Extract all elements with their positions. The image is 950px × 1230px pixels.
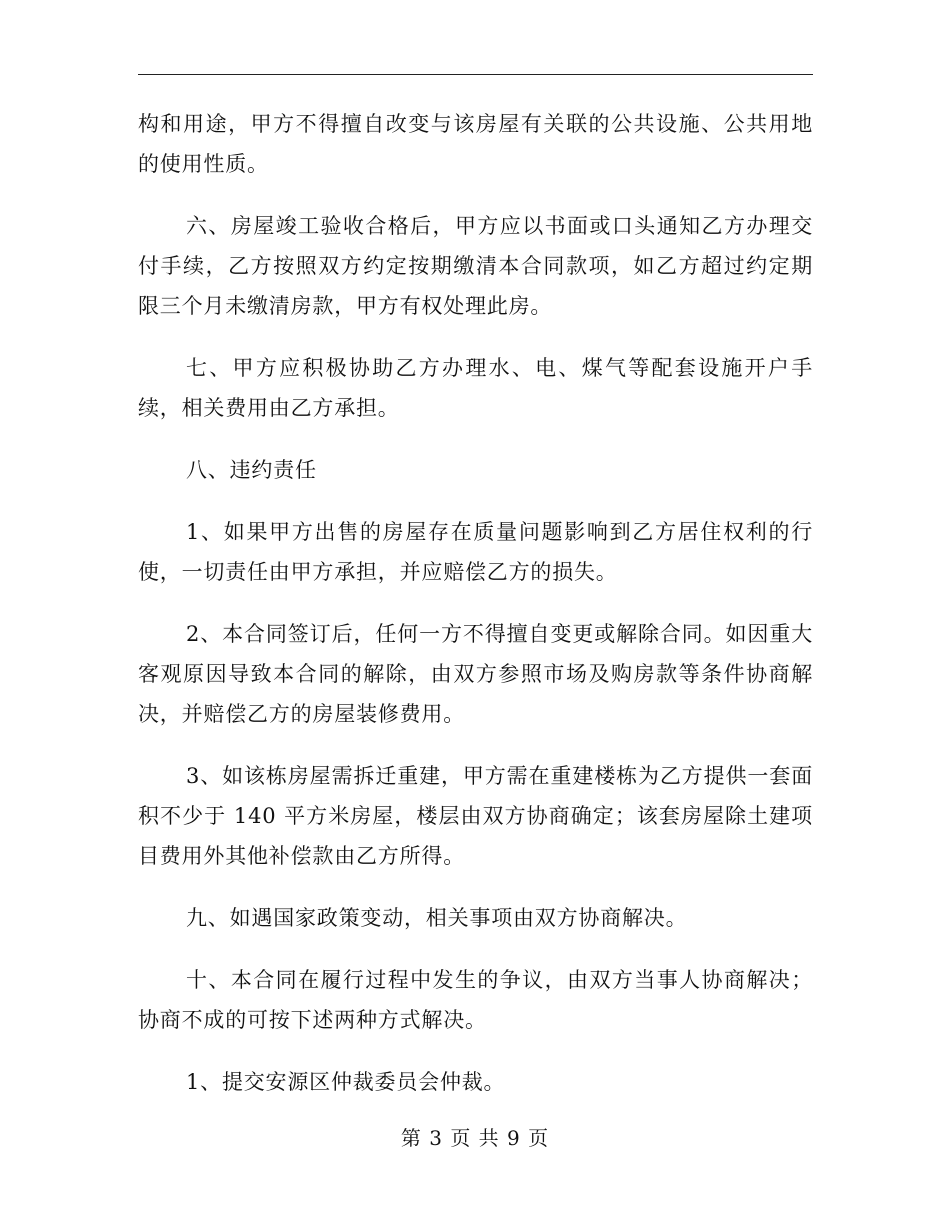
paragraph-2: 六、房屋竣工验收合格后，甲方应以书面或口头通知乙方办理交付手续，乙方按照双方约定按期缴清本合同款项，如乙方超过约定期限三个月未缴清房款，甲方有权处理此房。 (138, 214, 813, 318)
page-number: 第 3 页 共 9 页 (400, 1126, 550, 1150)
paragraph-7: 3、如该栋房屋需拆迁重建，甲方需在重建楼栋为乙方提供一套面积不少于 140 平方米房屋，楼层由双方协商确定；该套房屋除土建项目费用外其他补偿款由乙方所得。 (138, 764, 813, 868)
paragraph-5: 1、如果甲方出售的房屋存在质量问题影响到乙方居住权利的行使，一切责任由甲方承担，并应赔偿乙方的损失。 (138, 520, 813, 584)
paragraph-1: 构和用途，甲方不得擅自改变与该房屋有关联的公共设施、公共用地的使用性质。 (138, 112, 813, 176)
paragraph-3: 七、甲方应积极协助乙方办理水、电、煤气等配套设施开户手续，相关费用由乙方承担。 (138, 356, 813, 420)
paragraph-10: 1、提交安源区仲裁委员会仲裁。 (186, 1070, 506, 1094)
section-heading-breach: 八、违约责任 (186, 458, 317, 482)
paragraph-6: 2、本合同签订后，任何一方不得擅自变更或解除合同。如因重大客观原因导致本合同的解除，由双方参照市场及购房款等条件协商解决，并赔偿乙方的房屋装修费用。 (138, 622, 813, 726)
paragraph-9: 十、本合同在履行过程中发生的争议，由双方当事人协商解决；协商不成的可按下述两种方式解决。 (138, 968, 813, 1032)
document-body (138, 104, 813, 1102)
header-rule (138, 74, 813, 75)
paragraph-8: 九、如遇国家政策变动，相关事项由双方协商解决。 (186, 906, 688, 930)
